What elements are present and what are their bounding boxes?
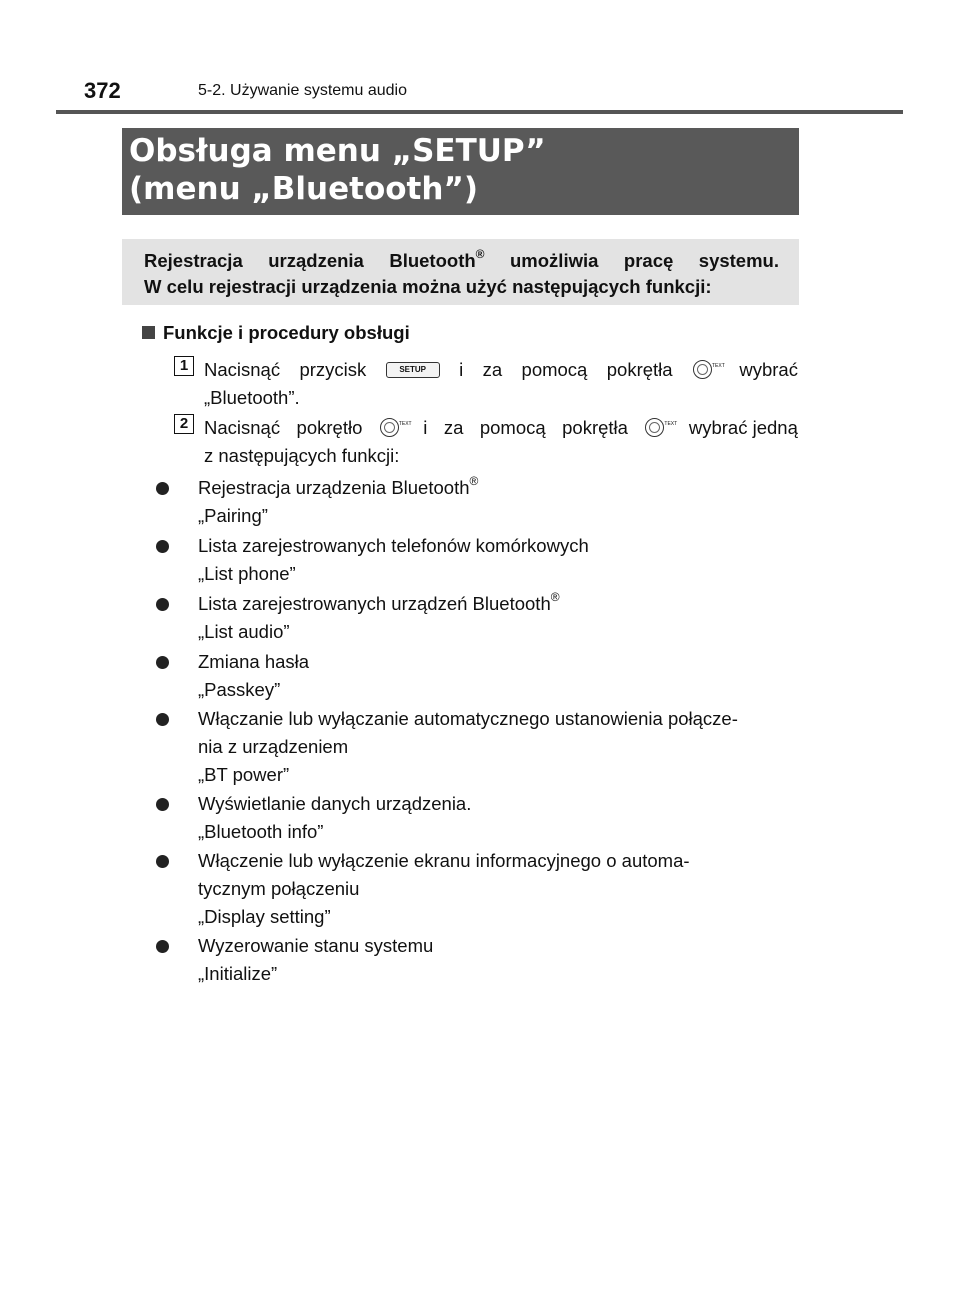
function-menu-name: „BT power” [198,764,290,785]
page-title [122,128,799,215]
setup-button-icon: SETUP [386,362,440,378]
step-text-part: pokrętło [296,417,363,438]
intro-line-2: W celu rejestracji urządzenia można użyć następujących funkcji: [144,276,712,297]
intro-line-1 [144,248,779,274]
title-line-1: Obsługa menu „SETUP” [129,133,546,169]
function-menu-name: „Bluetooth info” [198,821,324,842]
function-menu-name: „Initialize” [198,963,278,984]
step-1 [204,356,798,412]
step-2 [204,414,798,470]
step-text-part: i [423,417,428,438]
section-title: 5-2. Używanie systemu audio [198,82,407,99]
step-text-part: pomocą [479,417,546,438]
function-description: Lista zarejestrowanych telefonów komórkowych [198,535,589,556]
bullet-dot-icon [156,598,169,611]
intro-word: systemu. [698,250,779,271]
step-text-part: pokrętła [606,359,673,380]
function-menu-name: „Passkey” [198,679,281,700]
step-text-part: pomocą [521,359,588,380]
intro-word: pracę [623,250,674,271]
bullet-dot-icon [156,713,169,726]
subheading [142,322,410,344]
bullet-dot-icon [156,656,169,669]
function-description: Zmiana hasła [198,651,310,672]
knob-label: TEXT [398,421,412,427]
bullet-dot-icon [156,482,169,495]
bullet-dot-icon [156,940,169,953]
tune-knob-icon [692,358,725,382]
intro-word: Bluetooth® [389,246,485,271]
step-2-line-2: z następujących funkcji: [204,445,400,466]
title-line-2: (menu „Bluetooth”) [129,171,478,207]
function-menu-name: „List audio” [198,621,290,642]
intro-word: umożliwia [510,250,599,271]
bullet-dot-icon [156,540,169,553]
bullet-dot-icon [156,855,169,868]
step-1-line-2: „Bluetooth”. [204,387,300,408]
step-text-part: Nacisnąć [204,359,281,380]
step-1-line-1 [204,356,798,384]
step-text-part: wybrać [739,359,798,380]
knob-label: TEXT [711,363,725,369]
step-text-part: za [443,417,464,438]
tune-knob-icon [644,416,678,440]
step-text-part: przycisk [299,359,367,380]
step-number-1: 1 [174,356,194,376]
function-description: Lista zarejestrowanych urządzeń Bluetooth® [198,589,560,614]
function-description-cont: tycznym połączeniu [198,878,360,899]
step-text-part: za [482,359,503,380]
page-header [0,78,960,102]
header-divider [56,110,903,114]
function-description-cont: nia z urządzeniem [198,736,349,757]
function-menu-name: „List phone” [198,563,296,584]
function-menu-name: „Display setting” [198,906,331,927]
page-number: 372 [84,78,121,103]
function-description: Rejestracja urządzenia Bluetooth® [198,473,479,498]
step-2-line-1 [204,414,798,442]
function-description: Wyświetlanie danych urządzenia. [198,793,472,814]
function-description: Wyzerowanie stanu systemu [198,935,434,956]
tune-knob-icon [379,416,412,440]
knob-label: TEXT [664,421,678,427]
step-number-2: 2 [174,414,194,434]
function-description: Włączanie lub wyłączanie automatycznego ustanowienia połącze- [198,708,738,729]
intro-word: Rejestracja [144,250,243,271]
step-text-part: Nacisnąć [204,417,281,438]
square-bullet-icon [142,326,155,339]
step-text-part: pokrętła [562,417,628,438]
step-text-part: wybrać jedną [688,417,798,438]
subheading-text: Funkcje i procedury obsługi [163,322,410,343]
function-description: Włączenie lub wyłączenie ekranu informacyjnego o automa- [198,850,690,871]
intro-word: urządzenia [268,250,364,271]
step-text-part: i [459,359,464,380]
bullet-dot-icon [156,798,169,811]
intro-box [122,239,799,305]
function-menu-name: „Pairing” [198,505,268,526]
